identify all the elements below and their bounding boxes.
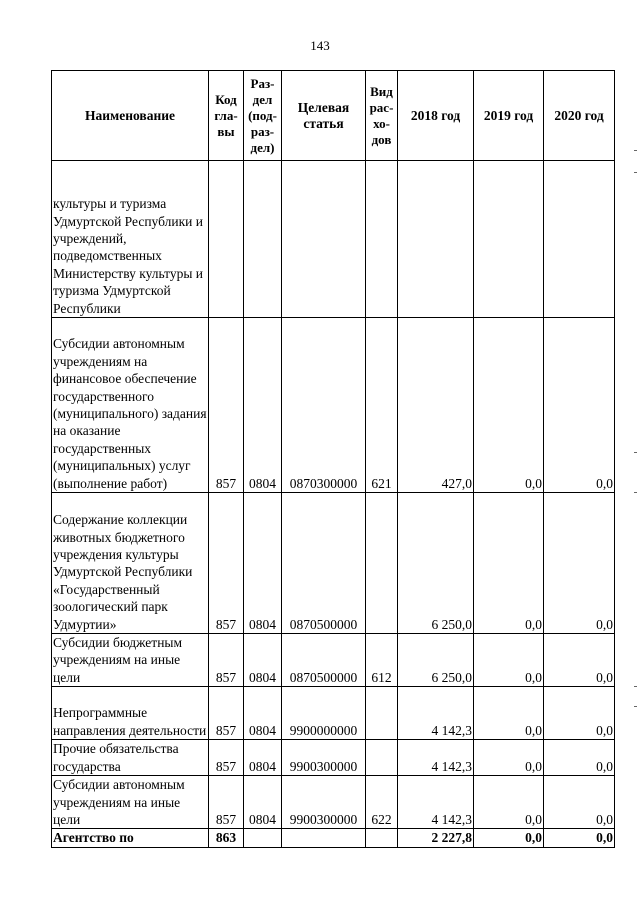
budget-table	[51, 70, 615, 848]
header-expense-type: Вид рас- хо- дов	[366, 71, 398, 161]
row-2020: 0,0	[544, 829, 615, 847]
row-type	[366, 493, 398, 634]
row-name: Агентство по	[52, 829, 209, 847]
row-name: Непрограммные направления деятельности	[52, 687, 209, 740]
header-2019: 2019 год	[474, 71, 544, 161]
row-target	[282, 829, 366, 847]
row-name: культуры и туризма Удмуртской Республики и учреждений, подведомственных Министерству культуры и туризма Удмуртской Республики	[52, 161, 209, 318]
row-section: 0804	[244, 740, 282, 776]
header-target: Целевая статья	[282, 71, 366, 161]
row-chapter: 857	[209, 634, 244, 687]
scan-mark	[634, 172, 637, 173]
row-target: 9900300000	[282, 740, 366, 776]
table-row	[52, 634, 615, 687]
scan-mark	[634, 150, 637, 151]
row-name: Субсидии бюджетным учреждениям на иные цели	[52, 634, 209, 687]
row-2018: 4 142,3	[398, 776, 474, 829]
row-2018: 2 227,8	[398, 829, 474, 847]
header-chapter: Код гла- вы	[209, 71, 244, 161]
row-2020: 0,0	[544, 740, 615, 776]
row-section	[244, 161, 282, 318]
row-2020: 0,0	[544, 687, 615, 740]
header-2018: 2018 год	[398, 71, 474, 161]
row-type	[366, 687, 398, 740]
row-2019: 0,0	[474, 829, 544, 847]
table-row	[52, 776, 615, 829]
row-2018: 4 142,3	[398, 687, 474, 740]
row-2019: 0,0	[474, 318, 544, 493]
row-2018: 4 142,3	[398, 740, 474, 776]
row-2018: 427,0	[398, 318, 474, 493]
row-type: 612	[366, 634, 398, 687]
row-2019: 0,0	[474, 634, 544, 687]
header-section: Раз- дел (под- раз- дел)	[244, 71, 282, 161]
row-name: Субсидии автономным учреждениям на финансовое обеспечение государственного (муниципального) задания на оказание государственных (муниципальных) услуг (выполнение работ)	[52, 318, 209, 493]
row-section: 0804	[244, 493, 282, 634]
row-type: 621	[366, 318, 398, 493]
row-2020	[544, 161, 615, 318]
row-section	[244, 829, 282, 847]
row-section: 0804	[244, 634, 282, 687]
row-name: Содержание коллекции животных бюджетного учреждения культуры Удмуртской Республики «Государственный зоологический парк Удмуртии»	[52, 493, 209, 634]
row-2020: 0,0	[544, 776, 615, 829]
row-2020: 0,0	[544, 318, 615, 493]
row-chapter: 857	[209, 318, 244, 493]
table-row	[52, 161, 615, 318]
row-type	[366, 829, 398, 847]
row-2019: 0,0	[474, 687, 544, 740]
row-chapter: 857	[209, 740, 244, 776]
row-2018: 6 250,0	[398, 634, 474, 687]
row-2019: 0,0	[474, 776, 544, 829]
row-target: 0870500000	[282, 634, 366, 687]
scan-mark	[634, 452, 637, 453]
row-chapter: 857	[209, 776, 244, 829]
table-row	[52, 318, 615, 493]
row-2020: 0,0	[544, 634, 615, 687]
row-section: 0804	[244, 687, 282, 740]
page-number: 143	[310, 38, 330, 53]
header-2020: 2020 год	[544, 71, 615, 161]
total-row	[52, 829, 615, 847]
row-chapter	[209, 161, 244, 318]
row-target: 0870500000	[282, 493, 366, 634]
row-target: 9900300000	[282, 776, 366, 829]
scan-mark	[634, 706, 637, 707]
table-row	[52, 493, 615, 634]
row-name: Прочие обязательства государства	[52, 740, 209, 776]
scan-mark	[634, 686, 637, 687]
scan-mark	[634, 492, 637, 493]
row-section: 0804	[244, 776, 282, 829]
row-chapter: 857	[209, 687, 244, 740]
table-row	[52, 740, 615, 776]
row-2019	[474, 161, 544, 318]
row-2019: 0,0	[474, 493, 544, 634]
row-type: 622	[366, 776, 398, 829]
row-2020: 0,0	[544, 493, 615, 634]
row-target: 9900000000	[282, 687, 366, 740]
row-2018: 6 250,0	[398, 493, 474, 634]
row-2018	[398, 161, 474, 318]
table-row	[52, 687, 615, 740]
row-type	[366, 740, 398, 776]
row-target: 0870300000	[282, 318, 366, 493]
row-chapter: 857	[209, 493, 244, 634]
row-type	[366, 161, 398, 318]
row-target	[282, 161, 366, 318]
row-name: Субсидии автономным учреждениям на иные цели	[52, 776, 209, 829]
row-section: 0804	[244, 318, 282, 493]
row-chapter: 863	[209, 829, 244, 847]
header-name: Наименование	[52, 71, 209, 161]
header-row	[52, 71, 615, 161]
row-2019: 0,0	[474, 740, 544, 776]
